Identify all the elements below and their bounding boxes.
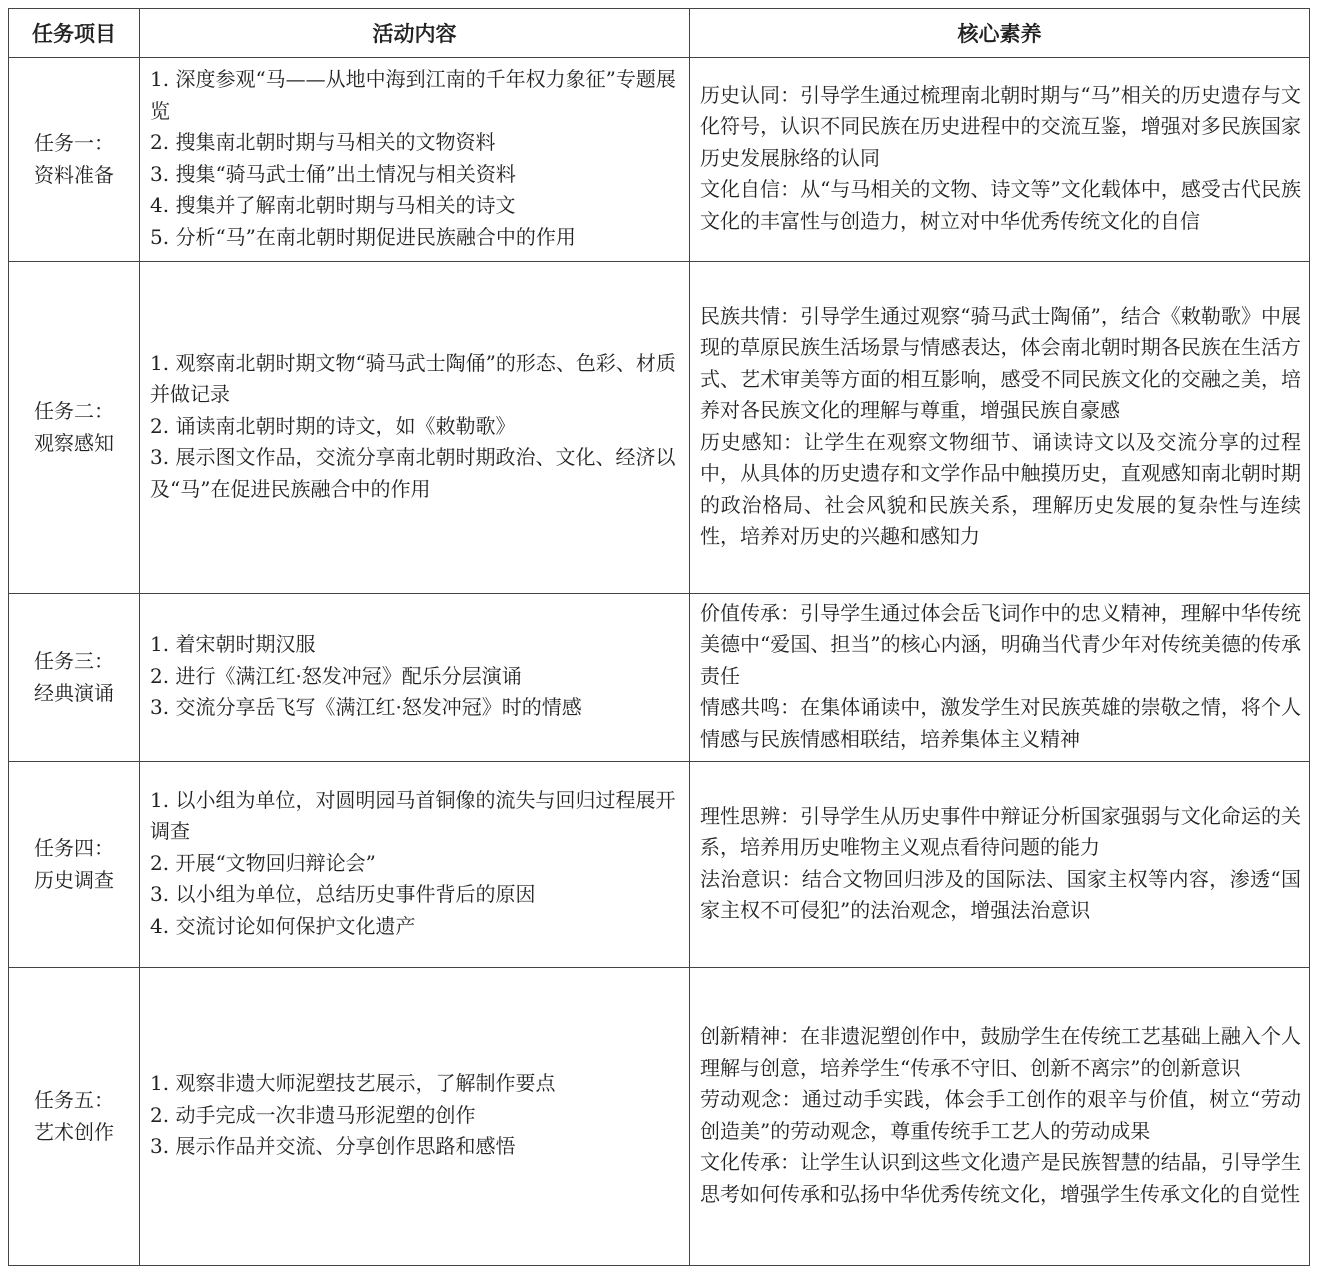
- task-cell: [9, 968, 140, 1266]
- core-item: 文化自信：从“与马相关的文物、诗文等”文化载体中，感受古代民族文化的丰富性与创造力，树立对中华优秀传统文化的自信: [700, 177, 1301, 233]
- activity-item: 2. 诵读南北朝时期的诗文，如《敕勒歌》: [150, 413, 516, 438]
- activity-item: 2. 进行《满江红·怒发冲冠》配乐分层演诵: [150, 663, 522, 688]
- activity-item: 3. 搜集“骑马武士俑”出土情况与相关资料: [150, 161, 516, 186]
- activity-item: 1. 深度参观“马——从地中海到江南的千年权力象征”专题展览: [150, 67, 676, 123]
- activity-item: 2. 搜集南北朝时期与马相关的文物资料: [150, 130, 496, 154]
- core-item: 法治意识：结合文物回归涉及的国际法、国家主权等内容，渗透“国家主权不可侵犯”的法治观念，增强法治意识: [700, 866, 1301, 922]
- activity-cell: [140, 594, 690, 762]
- core-item: 历史认同：引导学生通过梳理南北朝时期与“马”相关的历史遗存与文化符号，认识不同民族在历史进程中的交流互鉴，增强对多民族国家历史发展脉络的认同: [700, 82, 1301, 170]
- task-label: 任务五：: [34, 1088, 114, 1112]
- task-table: [8, 8, 1310, 1266]
- task-label: 任务四：: [34, 836, 114, 860]
- core-cell: [690, 58, 1310, 262]
- task-title: 经典演诵: [34, 680, 114, 705]
- task-title: 观察感知: [34, 430, 114, 455]
- task-cell: [9, 762, 140, 968]
- core-item: 历史感知：让学生在观察文物细节、诵读诗文以及交流分享的过程中，从具体的历史遗存和文学作品中触摸历史，直观感知南北朝时期的政治格局、社会风貌和民族关系，理解历史发展的复杂性与连续性，培养对历史的兴趣和感知力: [700, 429, 1301, 548]
- core-cell: [690, 594, 1310, 762]
- core-item: 理性思辨：引导学生从历史事件中辩证分析国家强弱与文化命运的关系，培养用历史唯物主义观点看待问题的能力: [700, 803, 1301, 859]
- task-title: 历史调查: [34, 867, 114, 892]
- core-cell: [690, 762, 1310, 968]
- header-core: 核心素养: [690, 9, 1310, 58]
- core-item: 民族共情：引导学生通过观察“骑马武士陶俑”，结合《敕勒歌》中展现的草原民族生活场景与情感表达，体会南北朝时期各民族在生活方式、艺术审美等方面的相互影响，感受不同民族文化的交融之美，培养对各民族文化的理解与尊重，增强民族自豪感: [700, 303, 1301, 422]
- header-activity: 活动内容: [140, 9, 690, 58]
- task-label: 任务三：: [34, 649, 114, 673]
- activity-item: 2. 开展“文物回归辩论会”: [150, 850, 376, 875]
- table-row: [9, 968, 1310, 1266]
- task-title: 资料准备: [34, 162, 114, 187]
- activity-item: 4. 交流讨论如何保护文化遗产: [150, 913, 416, 938]
- task-title: 艺术创作: [34, 1119, 114, 1144]
- activity-item: 1. 以小组为单位，对圆明园马首铜像的流失与回归过程展开调查: [150, 787, 676, 844]
- table-row: [9, 762, 1310, 968]
- activity-item: 3. 交流分享岳飞写《满江红·怒发冲冠》时的情感: [150, 695, 582, 720]
- task-cell: [9, 58, 140, 262]
- core-item: 情感共鸣：在集体诵读中，激发学生对民族英雄的崇敬之情，将个人情感与民族情感相联结，培养集体主义精神: [700, 695, 1301, 751]
- activity-cell: [140, 58, 690, 262]
- core-cell: [690, 968, 1310, 1266]
- activity-cell: [140, 262, 690, 594]
- activity-item: 1. 着宋朝时期汉服: [150, 632, 316, 657]
- core-item: 创新精神：在非遗泥塑创作中，鼓励学生在传统工艺基础上融入个人理解与创意，培养学生“传承不守旧、创新不离宗”的创新意识: [700, 1024, 1301, 1080]
- activity-item: 2. 动手完成一次非遗马形泥塑的创作: [150, 1102, 476, 1127]
- task-label: 任务一：: [34, 131, 114, 155]
- core-item: 价值传承：引导学生通过体会岳飞词作中的忠义精神，理解中华传统美德中“爱国、担当”的核心内涵，明确当代青少年对传统美德的传承责任: [700, 600, 1301, 688]
- activity-item: 1. 观察非遗大师泥塑技艺展示，了解制作要点: [150, 1071, 556, 1096]
- task-cell: [9, 262, 140, 594]
- activity-cell: [140, 968, 690, 1266]
- table-header-row: [9, 9, 1310, 58]
- core-item: 劳动观念：通过动手实践，体会手工创作的艰辛与价值，树立“劳动创造美”的劳动观念，尊重传统手工艺人的劳动成果: [700, 1087, 1301, 1143]
- header-task: 任务项目: [9, 9, 140, 58]
- core-item: 文化传承：让学生认识到这些文化遗产是民族智慧的结晶，引导学生思考如何传承和弘扬中华优秀传统文化，增强学生传承文化的自觉性: [700, 1150, 1301, 1206]
- activity-item: 3. 以小组为单位，总结历史事件背后的原因: [150, 882, 536, 907]
- task-table-container: [8, 8, 1309, 1266]
- core-cell: [690, 262, 1310, 594]
- task-label: 任务二：: [34, 399, 114, 423]
- table-row: [9, 58, 1310, 262]
- activity-cell: [140, 762, 690, 968]
- activity-item: 4. 搜集并了解南北朝时期与马相关的诗文: [150, 193, 516, 217]
- activity-item: 3. 展示图文作品，交流分享南北朝时期政治、文化、经济以及“马”在促进民族融合中的作用: [150, 445, 676, 501]
- activity-item: 3. 展示作品并交流、分享创作思路和感悟: [150, 1134, 516, 1159]
- activity-item: 1. 观察南北朝时期文物“骑马武士陶俑”的形态、色彩、材质并做记录: [150, 350, 676, 407]
- table-row: [9, 594, 1310, 762]
- task-cell: [9, 594, 140, 762]
- activity-item: 5. 分析“马”在南北朝时期促进民族融合中的作用: [150, 224, 576, 249]
- table-row: [9, 262, 1310, 594]
